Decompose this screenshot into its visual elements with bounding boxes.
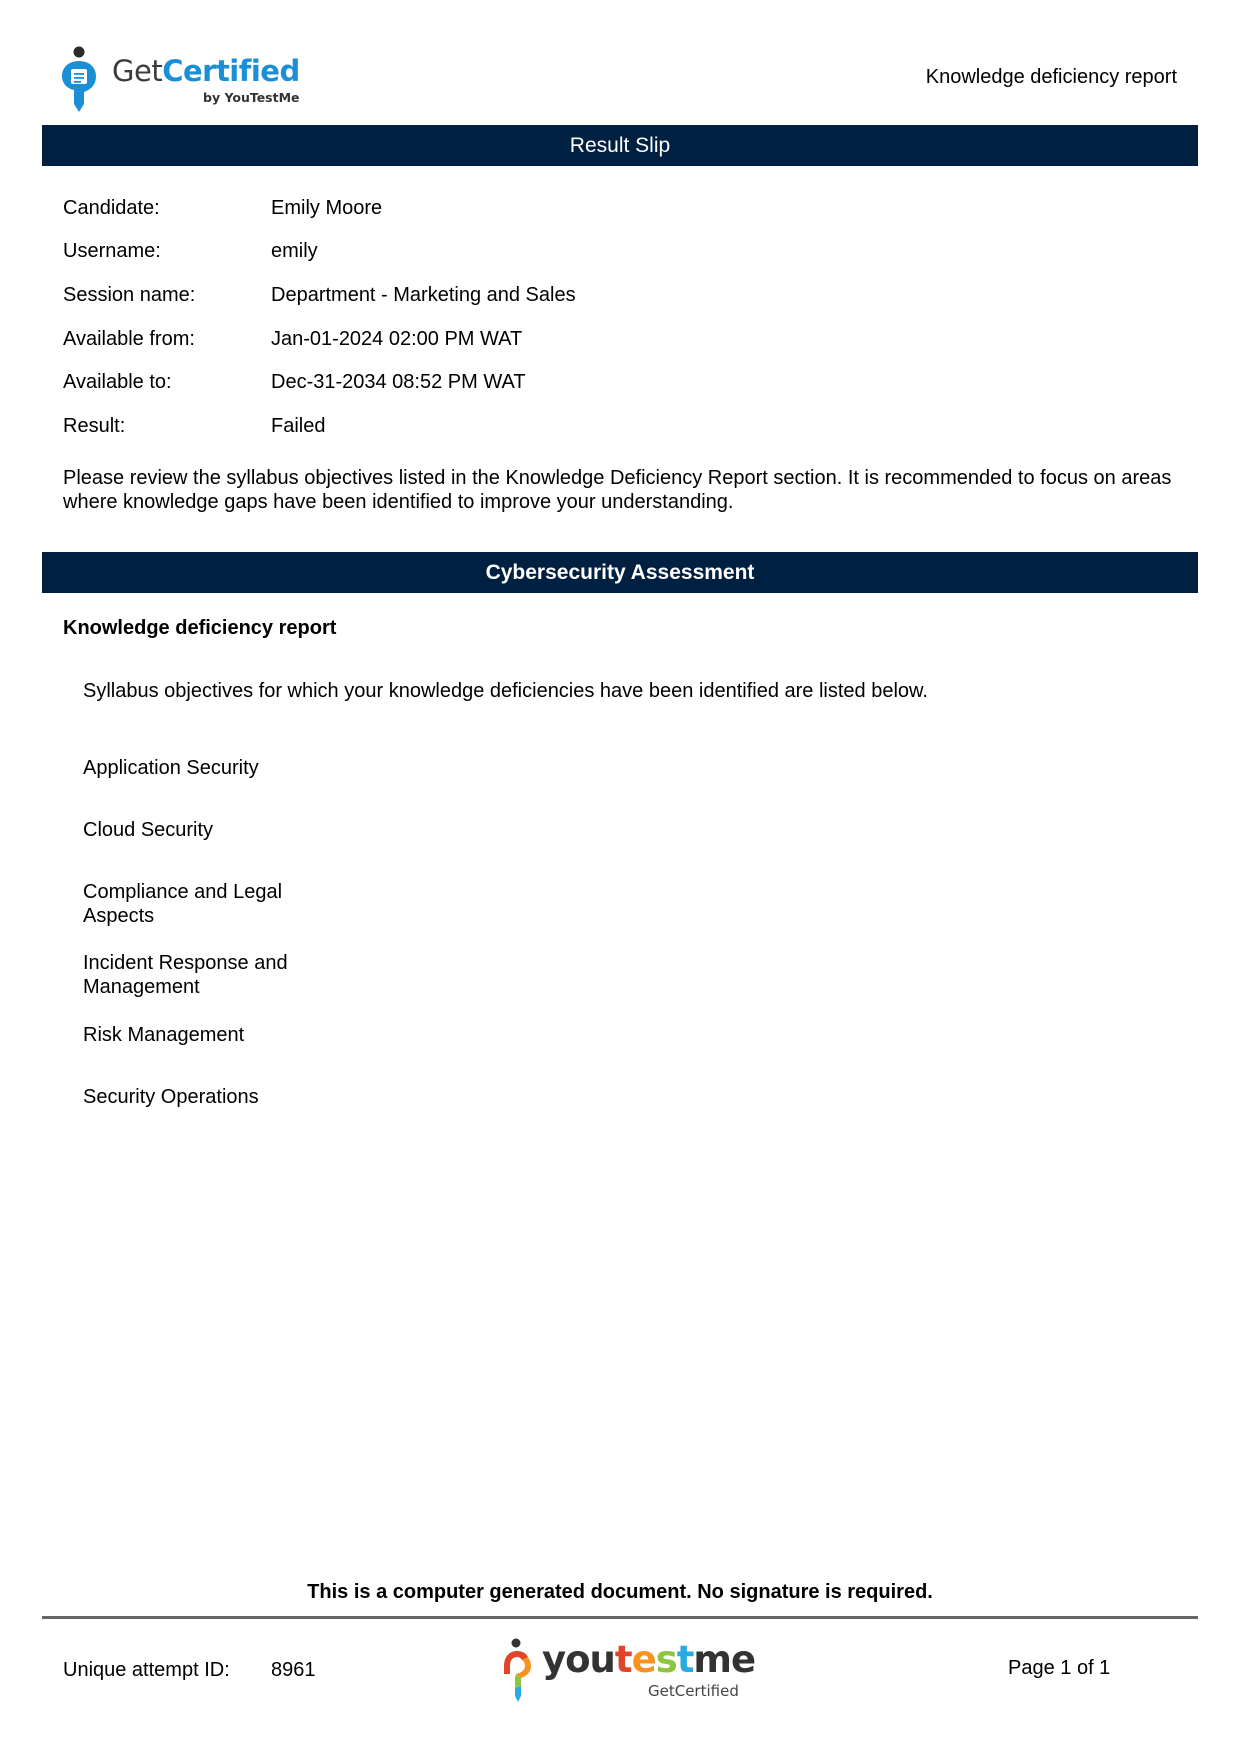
logo-brand-regular: Get	[112, 54, 163, 88]
youtestme-logo	[500, 1638, 756, 1708]
page-number: Page 1 of 1	[1008, 1657, 1111, 1679]
ytm-me: me	[693, 1638, 756, 1681]
youtestme-person-icon	[500, 1638, 534, 1704]
footer-note: This is a computer generated document. No signature is required.	[307, 1581, 933, 1603]
info-label: Username:	[63, 240, 161, 262]
objective-item: Compliance and Legal Aspects	[83, 881, 283, 927]
ytm-s: s	[655, 1638, 677, 1681]
youtestme-wordmark	[542, 1638, 755, 1681]
info-value: Jan-01-2024 02:00 PM WAT	[271, 328, 523, 350]
info-value: Dec-31-2034 08:52 PM WAT	[271, 371, 526, 393]
objective-item: Cloud Security	[83, 819, 214, 841]
objective-item: Security Operations	[83, 1086, 259, 1108]
logo-tagline: by YouTestMe	[203, 90, 300, 105]
youtestme-tagline: GetCertified	[648, 1682, 739, 1700]
document-title: Knowledge deficiency report	[925, 66, 1177, 88]
info-value: Emily Moore	[271, 197, 383, 219]
getcertified-logo	[60, 46, 310, 114]
info-label: Available from:	[63, 328, 195, 350]
info-label: Candidate:	[63, 197, 160, 219]
info-label: Result:	[63, 415, 126, 437]
ytm-t1: t	[614, 1638, 632, 1681]
objective-item: Risk Management	[83, 1024, 245, 1046]
assessment-title: Cybersecurity Assessment	[485, 560, 755, 584]
footer-divider	[42, 1616, 1198, 1619]
assessment-bar	[42, 552, 1198, 593]
section-intro: Syllabus objectives for which your knowledge deficiencies have been identified are listed below.	[83, 680, 928, 702]
attempt-id-label: Unique attempt ID:	[63, 1659, 230, 1681]
getcertified-person-icon	[60, 46, 100, 114]
ytm-e: e	[631, 1638, 656, 1681]
info-label: Session name:	[63, 284, 196, 306]
ytm-you: you	[542, 1638, 615, 1681]
logo-brand-bold: Certified	[162, 54, 300, 88]
info-label: Available to:	[63, 371, 172, 393]
result-slip-title: Result Slip	[569, 133, 671, 157]
result-status: Failed	[271, 415, 326, 437]
logo-wordmark	[112, 54, 300, 88]
result-slip-bar	[42, 125, 1198, 166]
objective-item: Application Security	[83, 757, 259, 779]
info-value: emily	[271, 240, 318, 262]
info-value: Department - Marketing and Sales	[271, 284, 576, 306]
section-heading: Knowledge deficiency report	[63, 617, 337, 639]
review-message: Please review the syllabus objectives listed in the Knowledge Deficiency Report section. It is recommended to focus on areas where knowledge gaps have been identified to improve your understanding.	[63, 467, 1172, 513]
ytm-t2: t	[676, 1638, 694, 1681]
attempt-id-value: 8961	[271, 1659, 316, 1681]
objective-item: Incident Response and Management	[83, 952, 288, 998]
